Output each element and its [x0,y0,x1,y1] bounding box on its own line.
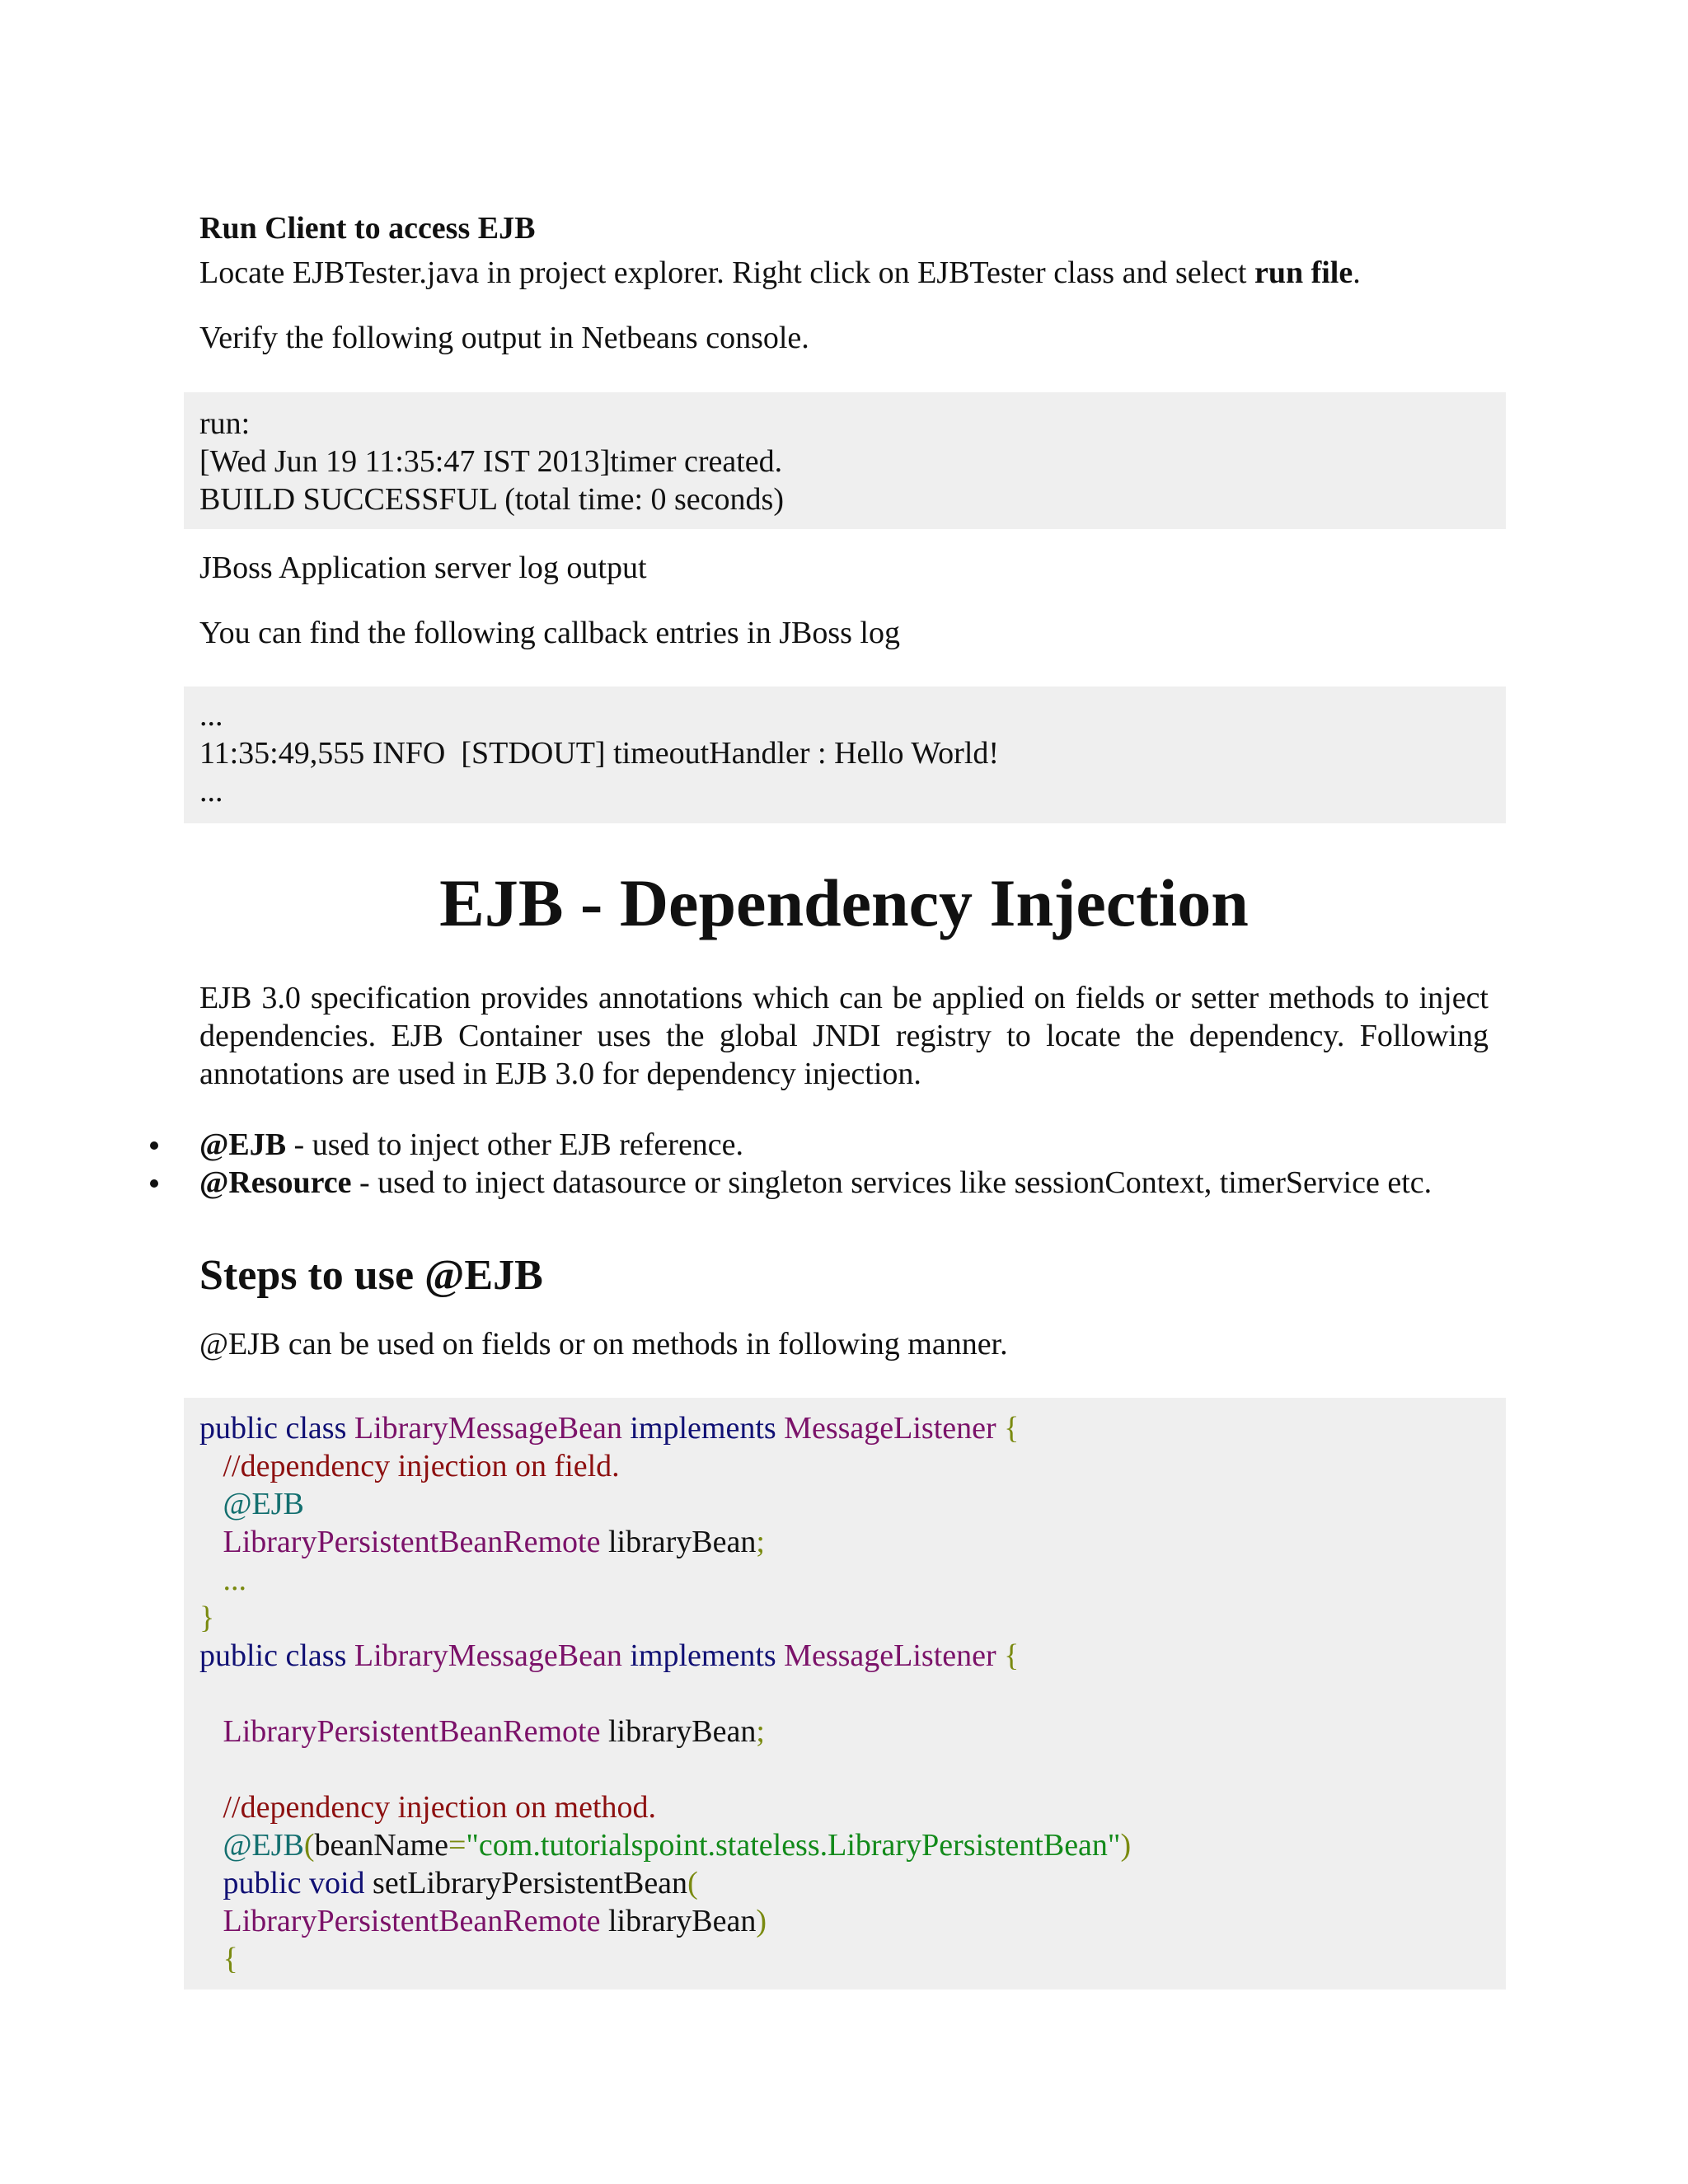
code-line [199,1409,1489,1447]
code-keyword: public [199,1638,278,1673]
code-punct: { [223,1942,238,1976]
code-string: "com.tutorialspoint.stateless.LibraryPersistentBean" [466,1828,1121,1863]
console-output-box [184,392,1506,529]
code-punct: ( [687,1866,698,1900]
code-punct: ( [303,1828,315,1863]
list-item [199,1164,1489,1202]
code-keyword: public [199,1411,278,1446]
code-line [199,1447,1489,1485]
code-identifier: libraryBean [608,1525,757,1559]
code-keyword: public [223,1866,302,1900]
code-line [199,1713,1489,1750]
code-punct: { [1004,1638,1020,1673]
log-line: ... [199,774,223,808]
code-keyword: class [285,1411,347,1446]
code-keyword: class [285,1638,347,1673]
code-type: MessageListener [784,1411,996,1446]
bullet-term: @EJB [199,1127,287,1162]
code-line-blank [199,1675,1489,1713]
code-identifier: setLibraryPersistentBean [373,1866,688,1900]
code-type: LibraryPersistentBeanRemote [223,1714,601,1749]
code-line [199,1637,1489,1675]
code-punct: ; [756,1714,765,1749]
console-line: run: [199,406,251,441]
annotation-list [199,1126,1489,1202]
code-line [199,1940,1489,1978]
instruction-run-file: run file [1254,255,1353,290]
jboss-log-box [184,687,1506,823]
run-client-instruction [199,254,1489,292]
code-type: LibraryMessageBean [354,1411,622,1446]
code-type: MessageListener [784,1638,996,1673]
code-annotation: @EJB [223,1487,304,1521]
code-line [199,1485,1489,1523]
instruction-prefix: Locate EJBTester.java in project explorer. Right click on EJBTester class and select [199,255,1254,290]
bullet-text: - used to inject datasource or singleton services like sessionContext, timerService etc. [351,1165,1432,1200]
code-punct: { [1004,1411,1020,1446]
code-keyword: implements [630,1638,776,1673]
steps-text: @EJB can be used on fields or on methods in following manner. [199,1327,1008,1361]
code-annotation: @EJB [223,1828,304,1863]
code-line [199,1523,1489,1561]
code-punct: ) [756,1904,767,1938]
bullet-text: - used to inject other EJB reference. [286,1127,744,1162]
code-type: LibraryPersistentBeanRemote [223,1525,601,1559]
code-line [199,1788,1489,1826]
steps-heading: Steps to use @EJB [199,1252,543,1299]
code-line [199,1826,1489,1864]
code-line [199,1599,1489,1637]
code-line [199,1561,1489,1599]
code-line [199,1902,1489,1940]
code-identifier: libraryBean [608,1714,757,1749]
code-keyword: implements [630,1411,776,1446]
code-line [199,1864,1489,1902]
log-line: 11:35:49,555 INFO [STDOUT] timeoutHandler : Hello World! [199,736,1000,771]
verify-text: Verify the following output in Netbeans console. [199,321,809,355]
console-line: [Wed Jun 19 11:35:47 IST 2013]timer created. [199,444,783,479]
code-type: LibraryMessageBean [354,1638,622,1673]
list-item [199,1126,1489,1164]
code-punct: ; [756,1525,765,1559]
code-comment: //dependency injection on method. [223,1790,657,1825]
jboss-label: JBoss Application server log output [199,551,647,585]
code-punct: = [448,1828,467,1863]
code-keyword: void [308,1866,365,1900]
log-line: ... [199,698,223,733]
code-type: LibraryPersistentBeanRemote [223,1904,601,1938]
code-punct: ... [223,1563,246,1597]
run-client-heading: Run Client to access EJB [199,211,536,246]
console-line: BUILD SUCCESSFUL (total time: 0 seconds) [199,482,784,517]
page-title: EJB - Dependency Injection [439,865,1249,940]
code-comment: //dependency injection on field. [223,1449,620,1483]
code-punct: ) [1120,1828,1132,1863]
jboss-description: You can find the following callback entries in JBoss log [199,616,900,650]
intro-paragraph: EJB 3.0 specification provides annotations which can be applied on fields or setter methods to inject dependencies. EJB Container uses the global JNDI registry to locate the dependency. Following annotations are used in EJB 3.0 for dependency injection. [199,981,1497,1091]
instruction-suffix: . [1353,255,1361,290]
bullet-term: @Resource [199,1165,352,1200]
code-punct: } [199,1601,215,1635]
code-line-blank [199,1750,1489,1788]
code-block [184,1398,1506,1990]
code-identifier: libraryBean [608,1904,757,1938]
code-identifier: beanName [314,1828,448,1863]
